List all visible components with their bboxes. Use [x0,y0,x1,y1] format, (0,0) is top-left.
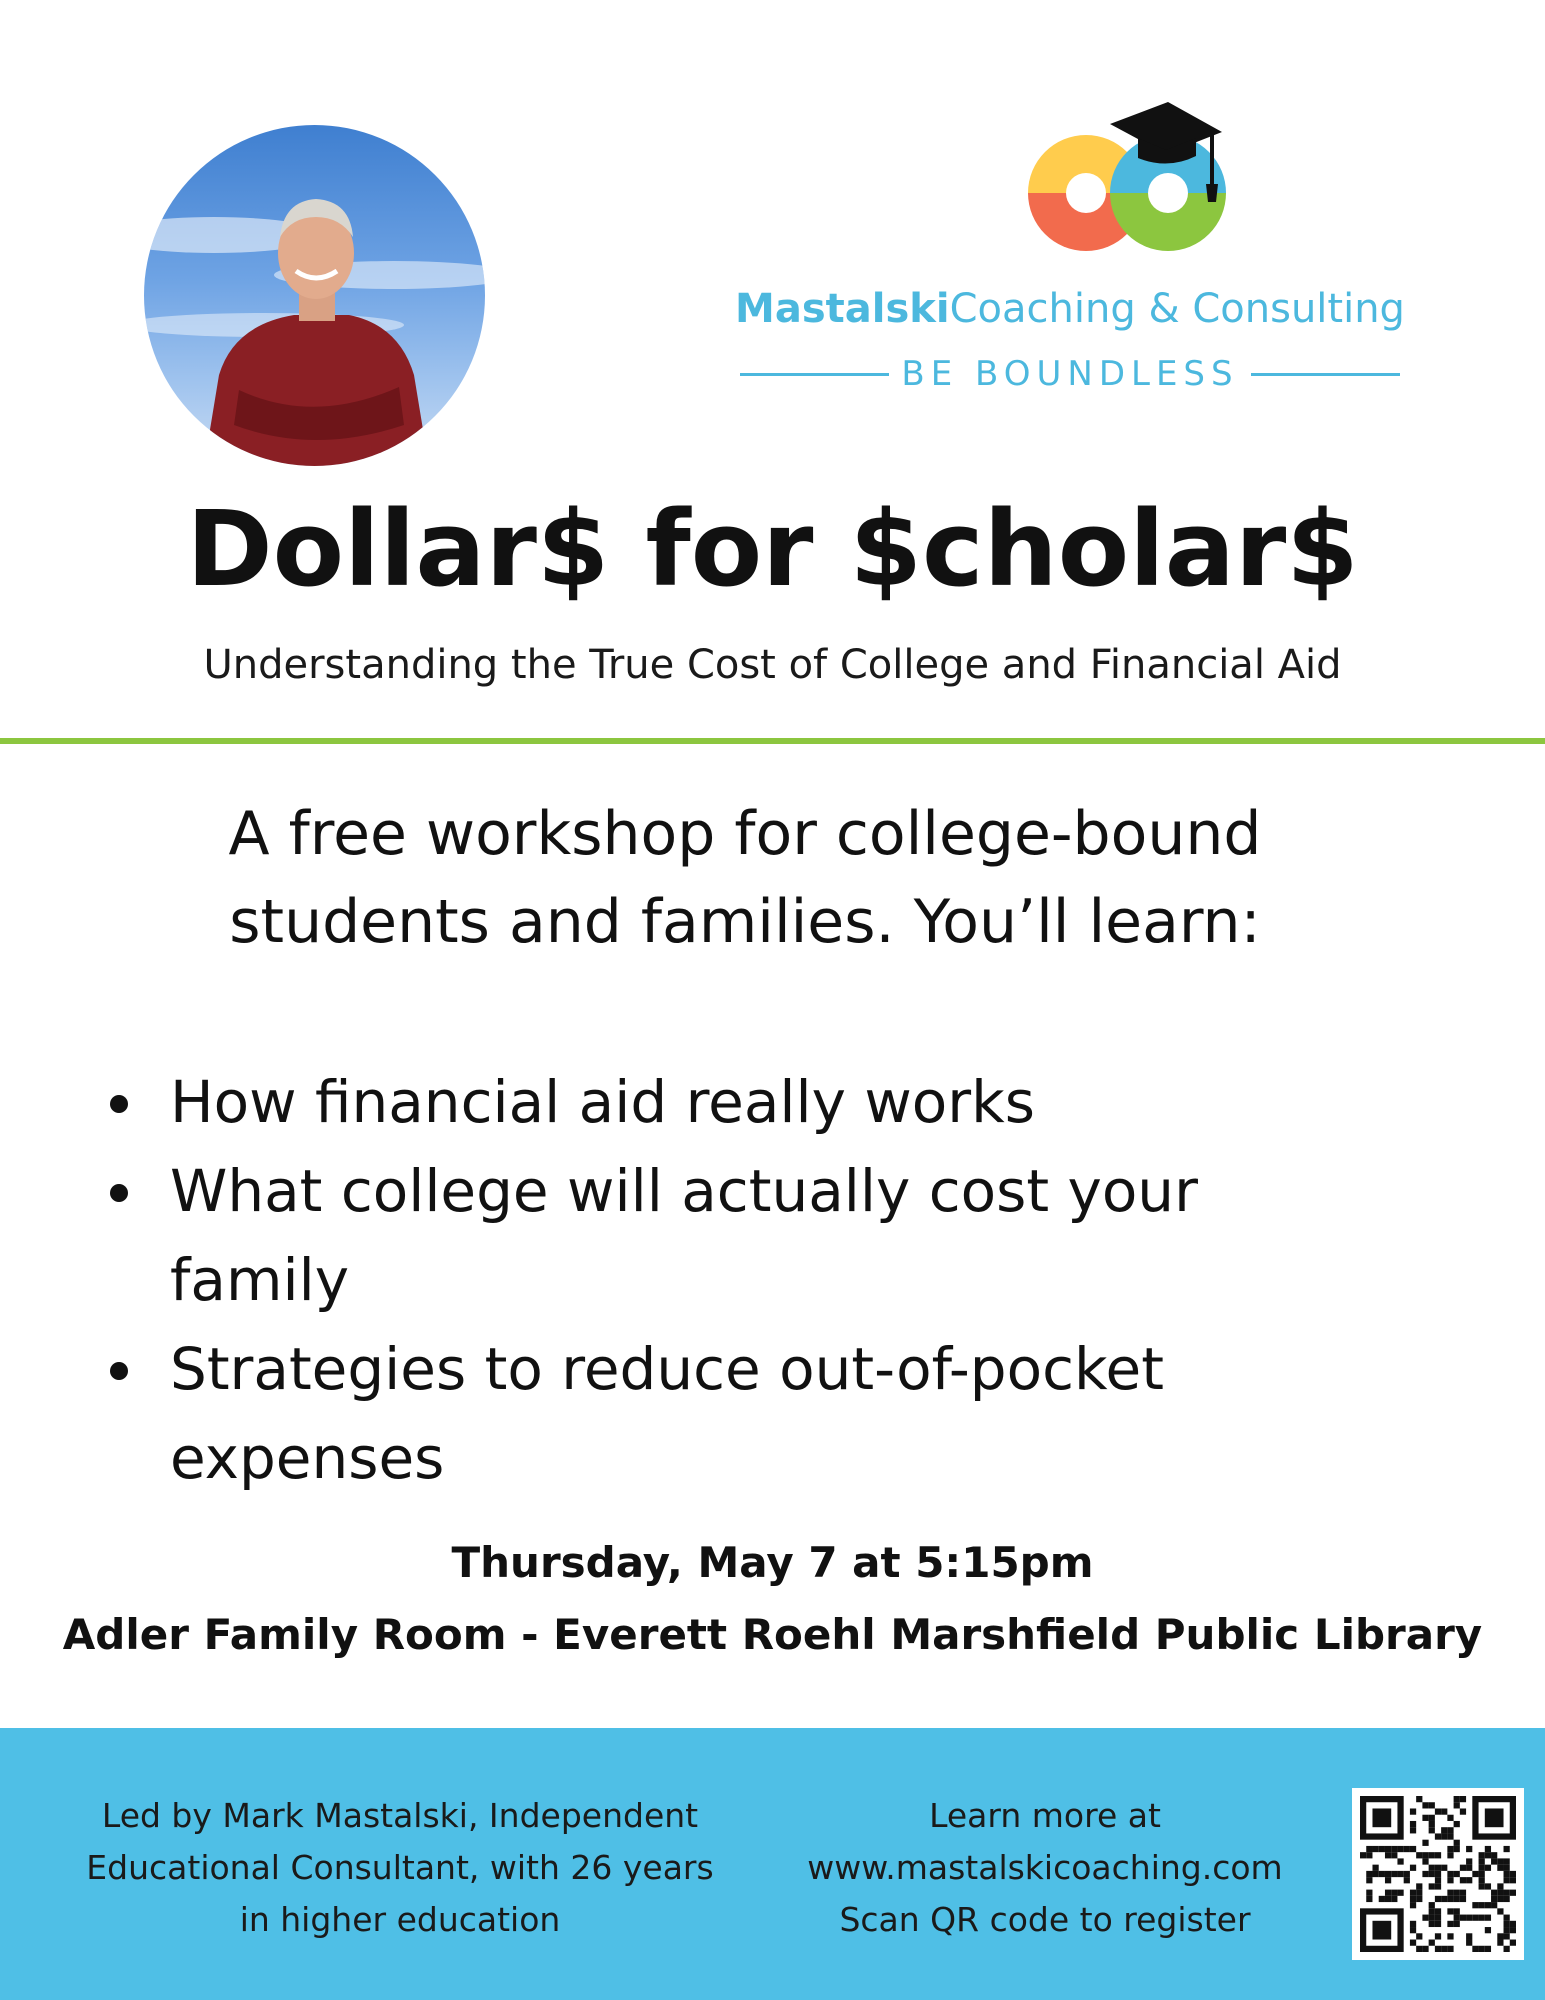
company-name-rest: Coaching & Consulting [949,286,1405,332]
learning-points-list [100,1058,1430,1503]
tagline-text: BE BOUNDLESS [901,354,1239,394]
company-logo-mark [960,98,1230,268]
list-item-line-1: How financial aid really works [170,1068,1035,1136]
list-item [100,1325,1430,1503]
company-name [700,286,1440,332]
intro-line-1: A free workshop for college-bound [228,799,1262,869]
credentials-line-2: Educational Consultant, with 26 years [86,1848,714,1887]
presenter-photo [144,125,485,466]
footer-band [0,1728,1545,2000]
presenter-portrait-illustration [144,125,485,466]
tagline-rule-left [740,373,889,376]
intro-line-2: students and families. You’ll learn: [229,887,1261,957]
registration-info [760,1790,1330,1946]
flyer-title: Dollar$ for $cholar$ [186,488,1359,610]
learn-more-text: Learn more at [929,1796,1161,1835]
list-item-line-2: family [170,1246,350,1314]
company-tagline [740,352,1400,396]
qr-code-icon [1352,1788,1524,1960]
company-name-bold: Mastalski [735,286,950,332]
bullet-dot-icon [110,1362,128,1380]
list-item-line-1: What college will actually cost your [170,1157,1198,1225]
qr-code[interactable] [1352,1788,1524,1960]
scan-qr-text: Scan QR code to register [839,1900,1251,1939]
list-item-line-2: expenses [170,1424,445,1492]
credentials-line-3: in higher education [239,1900,561,1939]
event-date: Thursday, May 7 at 5:15pm [451,1538,1094,1587]
bullet-dot-icon [110,1095,128,1113]
list-item-line-1: Strategies to reduce out-of-pocket [170,1335,1164,1403]
website-link[interactable]: www.mastalskicoaching.com [807,1848,1283,1887]
tagline-rule-right [1251,373,1400,376]
infinity-graduation-cap-icon [960,98,1230,268]
flyer-subtitle: Understanding the True Cost of College and Financial Aid [203,642,1342,688]
event-location: Adler Family Room - Everett Roehl Marshfield Public Library [62,1610,1483,1659]
presenter-credentials [40,1790,760,1946]
credentials-line-1: Led by Mark Mastalski, Independent [101,1796,699,1835]
intro-text [130,790,1360,966]
bullet-dot-icon [110,1184,128,1202]
list-item [100,1058,1430,1147]
green-divider [0,738,1545,744]
list-item [100,1147,1430,1325]
